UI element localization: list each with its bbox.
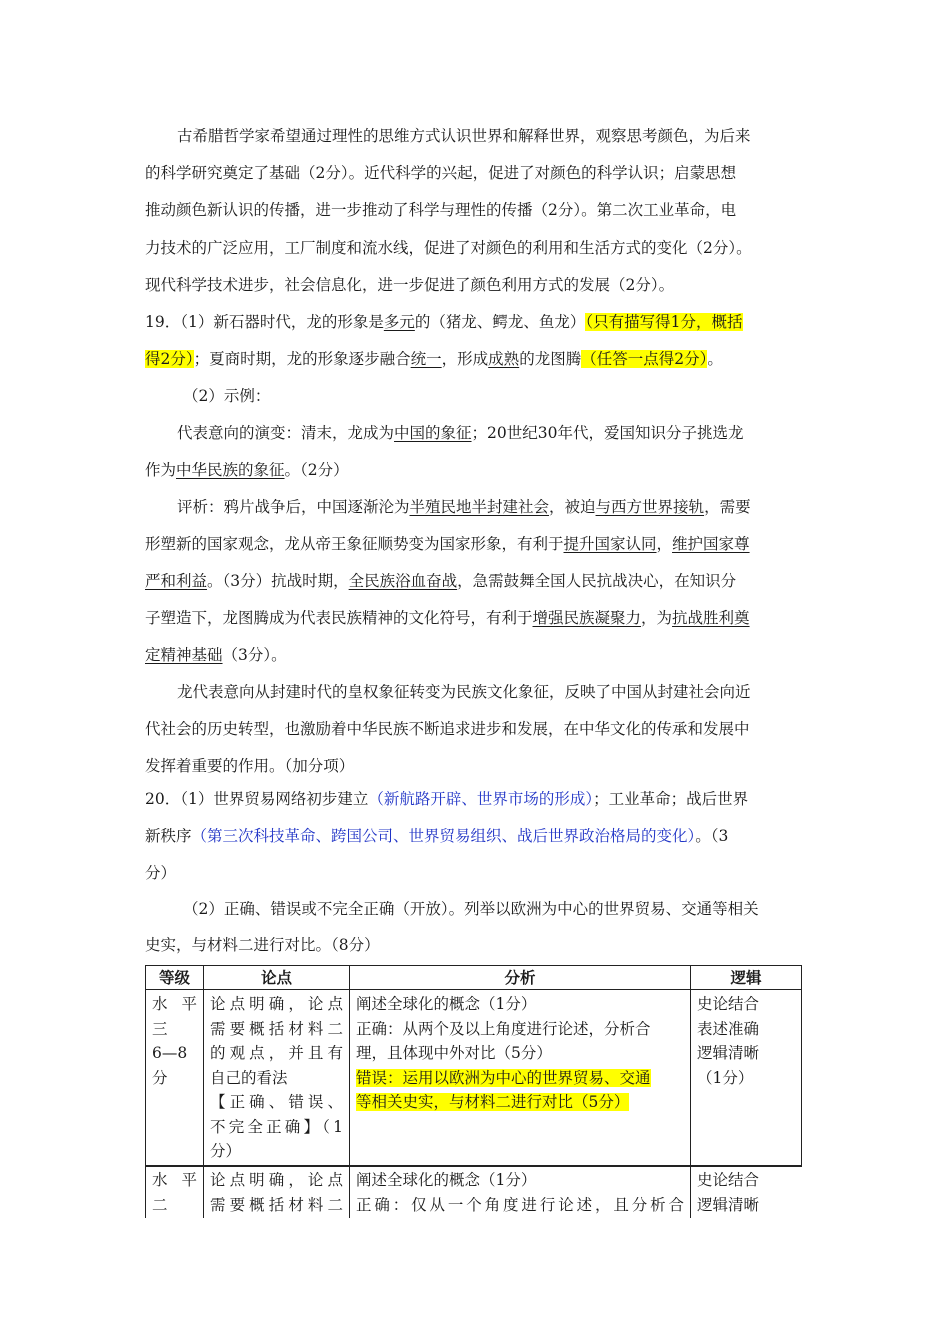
cell-analysis <box>350 990 691 1167</box>
text-span: 评析：鸦片战争后，中国逐渐沦为 <box>177 498 410 516</box>
cell-text: 逻辑清晰 <box>697 1044 760 1062</box>
key-term: 全民族浴血奋战 <box>348 572 458 590</box>
cell-text: 正确：从两个及以上角度进行论述，分析合 <box>356 1019 651 1038</box>
text-line <box>145 608 750 628</box>
key-term: 成熟 <box>488 350 520 368</box>
cell-text: 水平 <box>152 1171 197 1189</box>
text-span: ；工业革命；战后世界 <box>593 790 749 808</box>
cell-text: 水平 <box>152 995 197 1013</box>
text-line: 史实，与材料二进行对比。（8分） <box>145 936 380 954</box>
cell-text: 三 <box>152 1019 168 1038</box>
scoring-note: 得2分） <box>145 350 194 368</box>
cell-text: 分 <box>152 1068 168 1087</box>
key-term: 统一 <box>410 350 442 368</box>
text-line <box>145 826 728 846</box>
table-row <box>146 1166 802 1219</box>
cell-text: 表述准确 <box>697 1019 760 1038</box>
cell-logic <box>691 1166 802 1219</box>
text-span: ，形成 <box>441 350 489 368</box>
cell-text: 需要概括材料二 <box>210 1195 343 1214</box>
text-span: 。 <box>707 350 723 368</box>
text-line <box>145 312 743 332</box>
text-span: ，被迫 <box>549 498 596 516</box>
key-term: 提升国家认同 <box>563 535 657 553</box>
example-note: （第三次科技革命、跨国公司、世界贸易组织、战后世界政治格局的变化） <box>191 827 696 845</box>
scoring-note: （只有描写得1分，概括 <box>585 313 743 331</box>
text-line: 古希腊哲学家希望通过理性的思维方式认识世界和解释世界，观察思考颜色，为后来 <box>177 127 751 145</box>
cell-text: 论点明确，论点 <box>210 995 343 1013</box>
text-line <box>145 645 287 665</box>
text-span: 子塑造下，龙图腾成为代表民族精神的文化符号，有利于 <box>145 609 533 627</box>
header-point: 论点 <box>204 966 350 990</box>
cell-text: 二 <box>152 1195 168 1214</box>
text-line: 龙代表意向从封建时代的皇权象征转变为民族文化象征，反映了中国从封建社会向近 <box>177 683 751 701</box>
text-line: （2）示例： <box>183 387 271 405</box>
cell-text: 6—8 <box>152 1044 188 1062</box>
text-span: 19．（1）新石器时代，龙的形象是 <box>145 313 384 331</box>
text-span: 。（2分） <box>284 461 349 479</box>
text-span: 。（3 <box>695 827 729 845</box>
highlighted-text: 等相关史实，与材料二进行对比（5分） <box>356 1093 630 1111</box>
key-term: 增强民族凝聚力 <box>532 609 642 627</box>
cell-logic <box>691 990 802 1167</box>
cell-text: （1分） <box>697 1068 754 1087</box>
text-line: 的科学研究奠定了基础（2分）。近代科学的兴起，促进了对颜色的科学认识；启蒙思想 <box>145 164 737 182</box>
scoring-note: （任答一点得2分） <box>581 350 708 368</box>
text-line <box>145 349 723 369</box>
key-term: 中华民族的象征 <box>176 461 285 479</box>
cell-point <box>204 990 350 1167</box>
cell-text: 理，且体现中外对比（5分） <box>356 1044 552 1062</box>
key-term: 与西方世界接轨 <box>595 498 705 516</box>
text-line <box>145 460 349 480</box>
text-line: 推动颜色新认识的传播，进一步推动了科学与理性的传播（2分）。第二次工业革命，电 <box>145 201 737 219</box>
header-level: 等级 <box>146 966 204 990</box>
header-logic: 逻辑 <box>691 966 802 990</box>
example-note: （新航路开辟、世界市场的形成） <box>368 790 594 808</box>
key-term: 严和利益 <box>145 572 208 590</box>
cell-text: 分） <box>210 1142 242 1160</box>
key-term: 多元 <box>383 313 415 331</box>
text-line: 分） <box>145 864 177 882</box>
text-span: ，需要 <box>704 498 751 516</box>
key-term: 定精神基础 <box>145 646 223 664</box>
cell-text: 论点明确，论点 <box>210 1171 343 1189</box>
cell-text: 正确：仅从一个角度进行论述，且分析合 <box>356 1195 684 1214</box>
cell-analysis <box>350 1166 691 1219</box>
text-span: 作为 <box>145 461 177 479</box>
text-line: 代社会的历史转型，也激励着中华民族不断追求进步和发展，在中华文化的传承和发展中 <box>145 720 750 738</box>
text-line <box>177 423 743 443</box>
grading-table-part <box>145 1165 801 1218</box>
text-span: 形塑新的国家观念，龙从帝王象征顺势变为国家形象，有利于 <box>145 535 564 553</box>
text-line <box>145 571 736 591</box>
cell-point <box>204 1166 350 1219</box>
key-term: 抗战胜利奠 <box>672 609 750 627</box>
cell-text: 【正确、错误、 <box>210 1093 343 1111</box>
header-analysis: 分析 <box>350 966 691 990</box>
cell-text: 阐述全球化的概念（1分） <box>356 995 537 1013</box>
text-span: 的（猪龙、鳄龙、鱼龙） <box>414 313 586 331</box>
table-header-row <box>146 966 802 990</box>
cell-text: 需要概括材料二 <box>210 1019 343 1038</box>
text-line: 现代科学技术进步，社会信息化，进一步促进了颜色利用方式的发展（2分）。 <box>145 276 675 294</box>
text-line: 发挥着重要的作用。（加分项） <box>145 757 355 775</box>
cell-level <box>146 990 204 1167</box>
text-line <box>177 497 751 517</box>
cell-text: 史论结合 <box>697 995 760 1013</box>
cell-level <box>146 1166 204 1219</box>
text-span: ，急需鼓舞全国人民抗战决心，在知识分 <box>457 572 737 590</box>
grading-table <box>145 965 802 1167</box>
cell-text: 史论结合 <box>697 1171 760 1189</box>
text-span: ；20世纪30年代，爱国知识分子挑选龙 <box>471 424 744 442</box>
text-span: 代表意向的演变：清末，龙成为 <box>177 424 395 442</box>
cell-text: 逻辑清晰 <box>697 1195 760 1214</box>
text-span: ；夏商时期，龙的形象逐步融合 <box>193 350 411 368</box>
text-line <box>145 534 750 554</box>
table-row <box>146 990 802 1167</box>
key-term: 维护国家尊 <box>672 535 750 553</box>
text-span: 的龙图腾 <box>519 350 582 368</box>
highlighted-text: 错误：运用以欧洲为中心的世界贸易、交通 <box>356 1068 651 1087</box>
key-term: 半殖民地半封建社会 <box>409 498 550 516</box>
cell-text: 不完全正确】（1 <box>210 1117 343 1136</box>
text-span: 新秩序 <box>145 827 192 845</box>
grading-table-continued <box>145 1165 801 1218</box>
text-span: 20．（1）世界贸易网络初步建立 <box>145 790 369 808</box>
text-line: （2）正确、错误或不完全正确（开放）。列举以欧洲为中心的世界贸易、交通等相关 <box>183 900 759 918</box>
text-line <box>145 789 748 809</box>
text-line: 力技术的广泛应用，工厂制度和流水线，促进了对颜色的利用和生活方式的变化（2分）。 <box>145 239 752 257</box>
key-term: 中国的象征 <box>394 424 472 442</box>
cell-text: 阐述全球化的概念（1分） <box>356 1171 537 1189</box>
text-span: ， <box>656 535 673 553</box>
cell-text: 自己的看法 <box>210 1068 288 1087</box>
text-span: （3分）。 <box>222 646 287 664</box>
text-span: ，为 <box>641 609 673 627</box>
text-span: 。（3分）抗战时期， <box>207 572 349 590</box>
cell-text: 的观点，并且有 <box>210 1044 343 1062</box>
